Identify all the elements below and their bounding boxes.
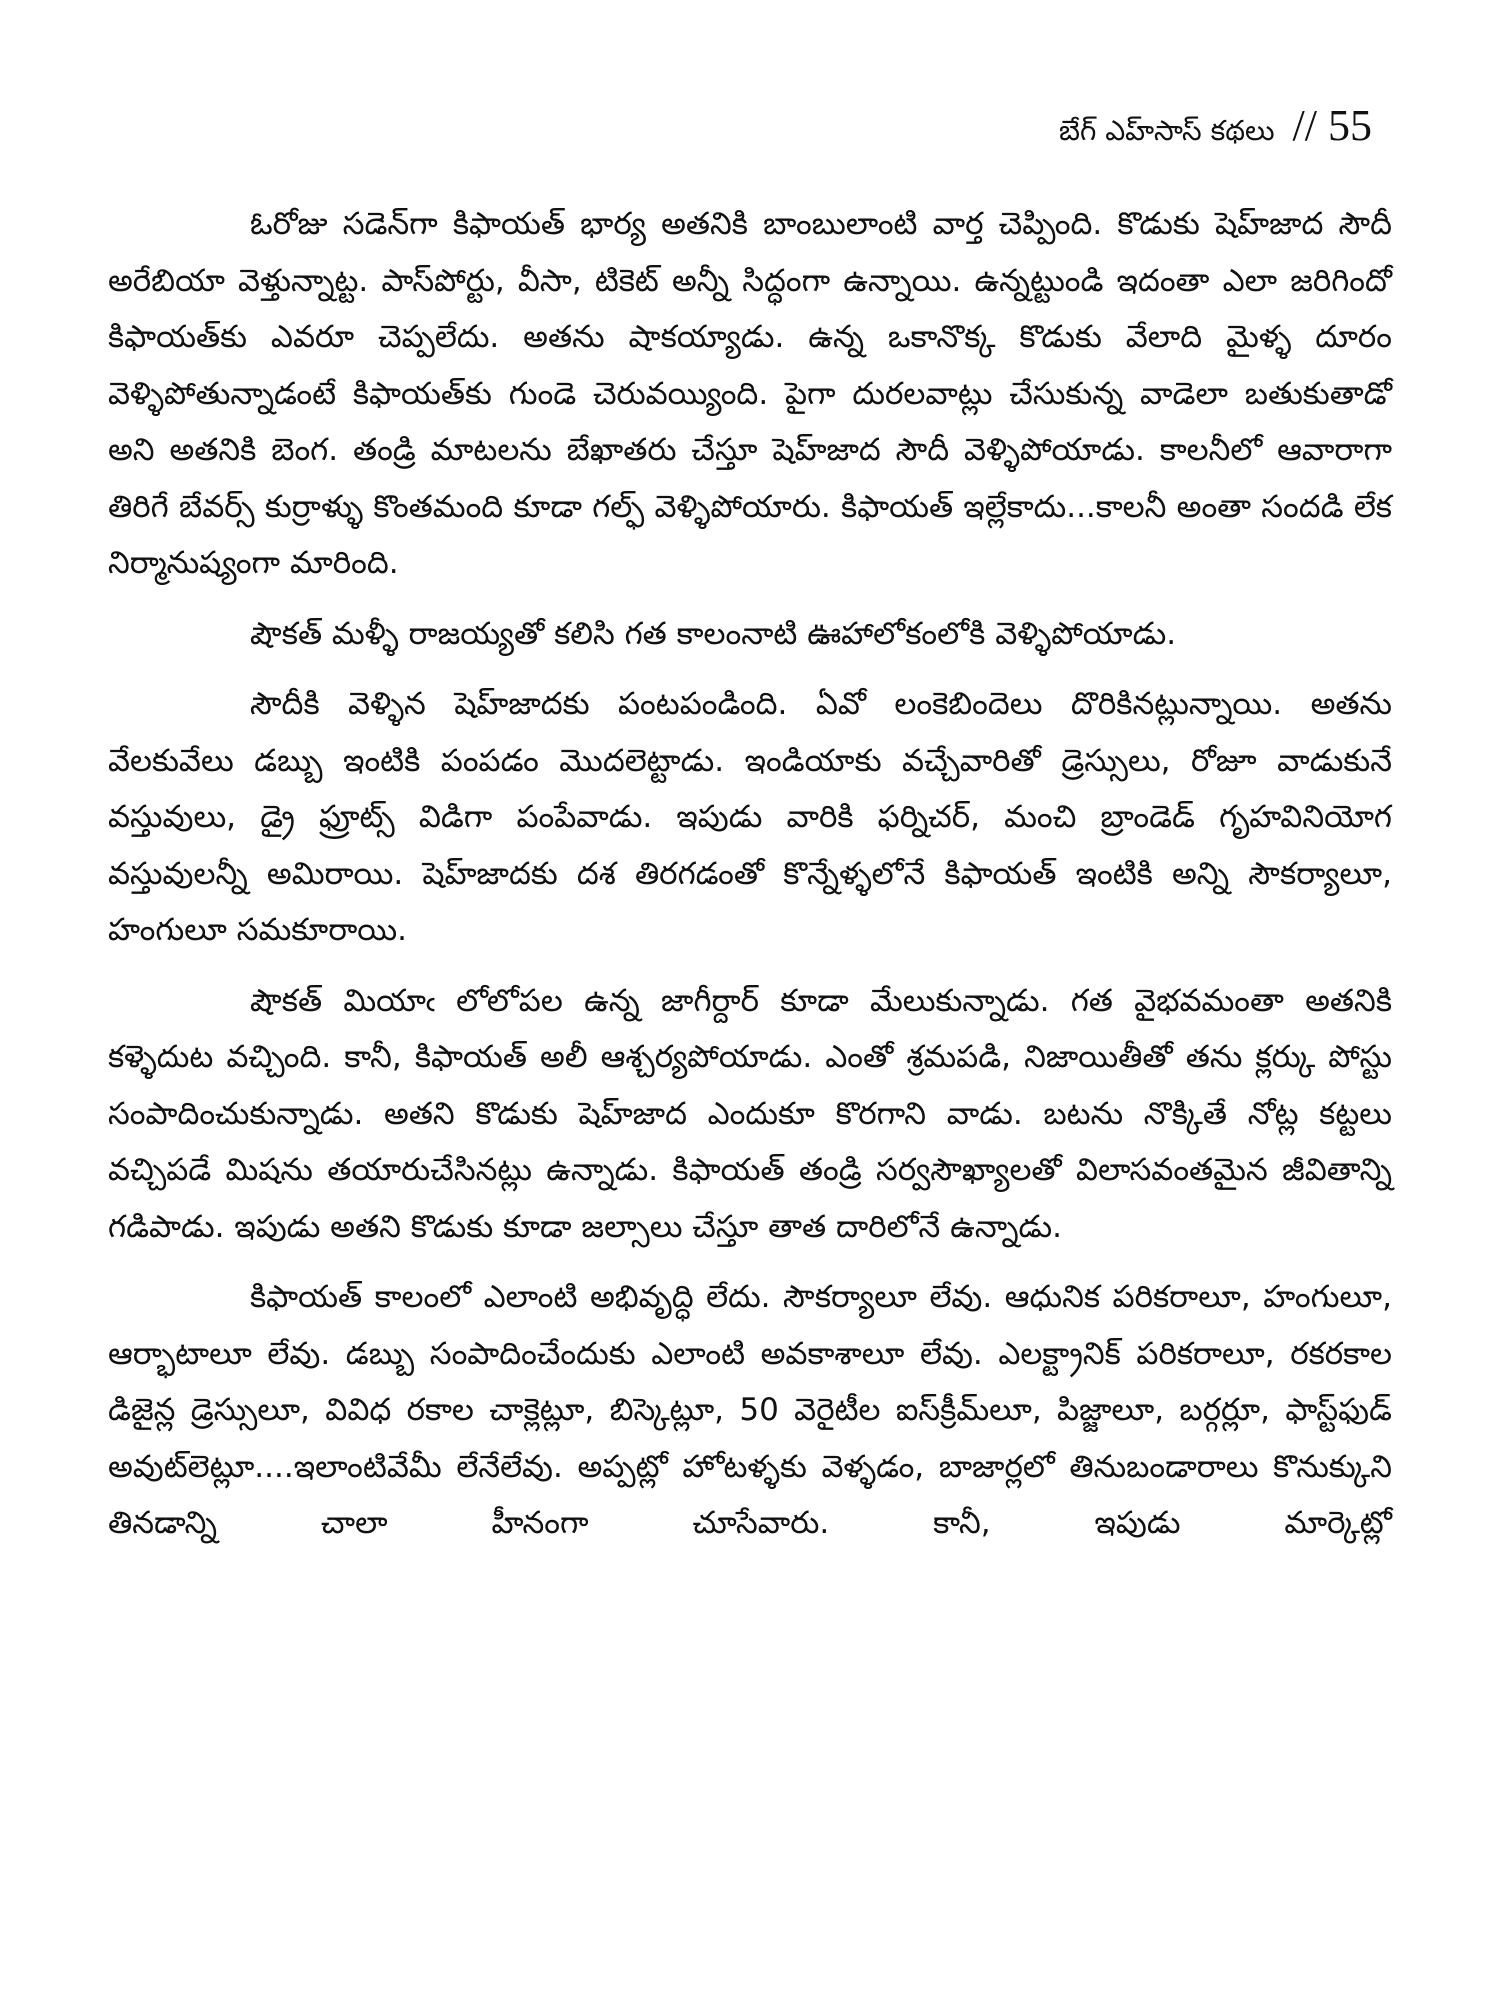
paragraph-kifayat-news: ఓరోజు సడెన్‌గా కిఫాయత్ భార్య అతనికి బాంబులాంటి వార్త చెప్పింది. కొడుకు షెహ్‌జాద సౌదీ అరేబియా వెళ్తున్నాట్ట. పాస్‌పోర్టు, వీసా, టికెట్ అన్నీ సిద్ధంగా ఉన్నాయి. ఉన్నట్టుండి ఇదంతా ఎలా జరిగిందో కిఫాయత్‌కు ఎవరూ చెప్పలేదు. అతను షాకయ్యాడు. ఉన్న ఒకానొక్క కొడుకు వేలాది మైళ్ళ దూరం వెళ్ళిపోతున్నాడంటే కిఫాయత్‌కు గుండె చెరువయ్యింది. పైగా దురలవాట్లు చేసుకున్న వాడెలా బతుకుతాడో అని అతనికి బెంగ. తండ్రి మాటలను బేఖాతరు చేస్తూ షెహ్‌జాద సౌదీ వెళ్ళిపోయాడు. కాలనీలో ఆవారాగా తిరిగే బేవర్స్ కుర్రాళ్ళు కొంతమంది కూడా గల్ఫ్ వెళ్ళిపోయారు. కిఫాయత్ ఇల్లేకాదు...కాలనీ అంతా సందడి లేక నిర్మానుష్యంగా మారింది.: [108, 206, 1392, 581]
running-title: బేగ్ ఎహ్‌సాస్ కథలు: [1059, 114, 1275, 147]
paragraph-shaukat-memories: షౌకత్ మళ్ళీ రాజయ్యతో కలిసి గత కాలంనాటి ఊహాలోకంలోకి వెళ్ళిపోయాడు.: [250, 615, 1177, 652]
running-head: [1059, 100, 1372, 154]
page-number: // 55: [1292, 101, 1372, 150]
paragraph-jagirdar-awakens: షౌకత్ మియాఁ లోలోపల ఉన్న జాగీర్దార్ కూడా మేలుకున్నాడు. గత వైభవమంతా అతనికి కళ్ళెదుట వచ్చింది. కానీ, కిఫాయత్ అలీ ఆశ్చర్యపోయాడు. ఎంతో శ్రమపడి, నిజాయితీతో తను క్లర్కు పోస్టు సంపాదించుకున్నాడు. అతని కొడుకు షెహ్‌జాద ఎందుకూ కొరగాని వాడు. బటను నొక్కితే నోట్ల కట్టలు వచ్చిపడే మిషను తయారుచేసినట్లు ఉన్నాడు. కిఫాయత్ తండ్రి సర్వసౌఖ్యాలతో విలాసవంతమైన జీవితాన్ని గడిపాడు. ఇపుడు అతని కొడుకు కూడా జల్సాలు చేస్తూ తాత దారిలోనే ఉన్నాడు.: [108, 982, 1392, 1245]
paragraph-shehzada-fortune: సౌదీకి వెళ్ళిన షెహ్‌జాదకు పంటపండింది. ఏవో లంకెబిందెలు దొరికినట్లున్నాయి. అతను వేలకువేలు డబ్బు ఇంటికి పంపడం మొదలెట్టాడు. ఇండియాకు వచ్చేవారితో డ్రెస్సులు, రోజూ వాడుకునే వస్తువులు, డ్రై ఫ్రూట్స్ విడిగా పంపేవాడు. ఇపుడు వారికి ఫర్నిచర్, మంచి బ్రాండెడ్ గృహవినియోగ వస్తువులన్నీ అమిరాయి. షెహ్‌జాదకు దశ తిరగడంతో కొన్నేళ్ళలోనే కిఫాయత్ ఇంటికి అన్ని సౌకర్యాలూ, హంగులూ సమకూరాయి.: [108, 686, 1392, 948]
body-text: [108, 196, 1392, 1566]
paragraph-kifayat-era: కిఫాయత్ కాలంలో ఎలాంటి అభివృద్ధి లేదు. సౌకర్యాలూ లేవు. ఆధునిక పరికరాలూ, హంగులూ, ఆర్భాటాలూ లేవు. డబ్బు సంపాదించేందుకు ఎలాంటి అవకాశాలూ లేవు. ఎలక్ట్రానిక్ పరికరాలూ, రకరకాల డిజైన్ల డ్రెస్సులూ, వివిధ రకాల చాక్లెట్లూ, బిస్కెట్లూ, 50 వెరైటీల ఐస్‌క్రీమ్‌లూ, పిజ్జాలూ, బర్గర్లూ, ఫాస్ట్‌ఫుడ్ అవుట్‌లెట్లూ....ఇలాంటివేమీ లేనేలేవు. అప్పట్లో హోటళ్ళకు వెళ్ళడం, బాజార్లలో తినుబండారాలు కొనుక్కుని తినడాన్ని చాలా హీనంగా చూసేవారు. కానీ, ఇపుడు మార్కెట్లో: [108, 1279, 1392, 1541]
